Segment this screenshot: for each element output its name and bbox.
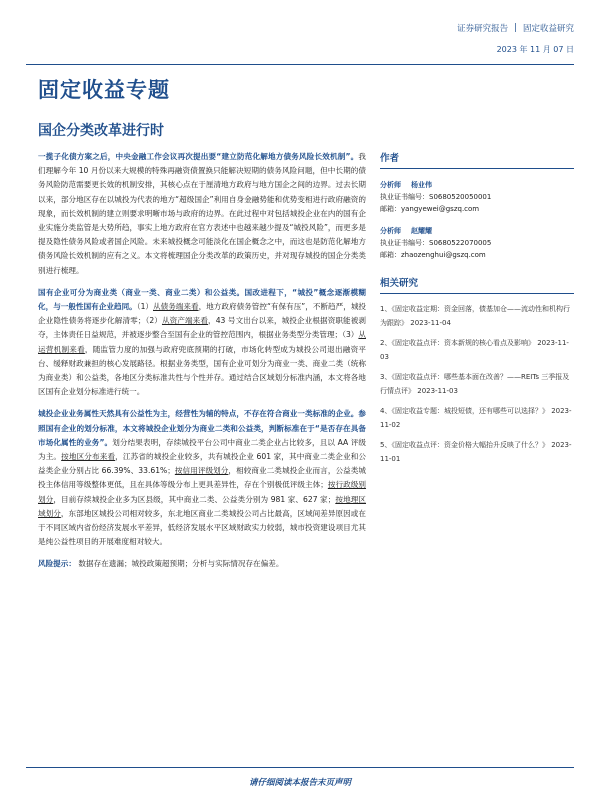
paragraph-2-underline: 从债务端来看 [153,302,199,312]
related-research-title: 1、《固定收益定期：资金回落，债基加仓——流动性和机构行为跟踪》 [380,305,570,327]
analyst-email[interactable]: 邮箱：zhaozenghui@gszq.com [380,251,486,259]
analyst-license: 执业证书编号：S0680520050001 [380,193,492,201]
report-date: 2023 年 11 月 07 日 [496,45,574,54]
paragraph-2-text: ，地方政府债务管控“有保有压”，不断趋严，城投企业隐性债务将逐步化解清零；（2） [38,302,367,326]
risk-text: 数据存在遗漏；城投政策超预期；分析与实际情况存在偏差。 [78,559,284,569]
paragraph-3-underline: 按行政级别划分 [38,480,367,504]
related-research-item[interactable] [380,438,574,466]
analyst-name: 赵耀耀 [411,227,432,235]
related-research-item[interactable] [380,370,574,398]
footer-disclaimer: 请仔细阅读本报告末页声明 [248,778,351,788]
related-research-date: 2023-11-03 [380,339,569,361]
paragraph-2-text: （1） [136,302,153,312]
paragraph-3-text: 划分结果表明，存续城投平台公司中商业二类企业占比较多，且以 AA 评级为主。 [38,437,366,462]
paragraph-3-underline: 按地区分布来看 [61,452,116,462]
paragraph-2-underline: 从运营机制来看 [38,330,366,354]
related-research-date: 2023-11-02 [380,407,572,429]
paragraph-2-text: ，随监管力度的加强与政府兜底预期的打破，市场化转型成为城投公司退出融资平台、缓释财政兼担的核心发展路径。根据业务类型，国有企业可划分为商业一类、商业二类（统称为商业类）和公益类，各地区分类标准共性与个性并存。通过结合区域划分标准内涵，本文将各地区国有企业划分标准进行统一。 [38,344,366,397]
related-research-date: 2023-11-03 [417,387,458,395]
risk-label: 风险提示： [38,559,76,569]
paragraph-1-lead: 一揽子化债方案之后，中央金融工作会议再次提出要“建立防范化解地方债务风险长效机制”。 [38,152,359,161]
related-research-date: 2023-11-04 [410,319,451,327]
header-separator: | [514,23,517,33]
research-type: 固定收益研究 [522,24,574,34]
report-category: 证券研究报告 [457,24,509,34]
paragraph-1-text: 我们理解今年 10 月份以来大规模的特殊再融资债置换只能解决短期的债务风险问题，但中长期的债务风险防范需要更长效的机制安排，其核心点在于厘清地方政府与地方国企之间的边界。过去长期以来，部分地区存在以城投为代表的地方“超级国企”利用自身金融势能和优势变相进行政府融资的现象，而长效机制的建立则要求明晰市场与政府的边界。在此过程中对包括城投企业在内的国有企业实施分类监管是大势所趋，事实上地方政府在官方表述中也越来越少提及“城投风险”，而更多是提及隐性债务风险或者国企风险。未来城投概念可能淡化在国企概念之中，而这也是防范化解地方债务风险长效机制的应有之义。本文将梳理国企分类改革的政策历史，并对现存城投的国企分类类别进行梳理。 [38,152,366,275]
related-research-item[interactable] [380,336,574,364]
analyst-card [380,179,574,215]
paragraph-1 [38,150,366,278]
related-research-heading: 相关研究 [380,275,574,294]
related-research-title: 4、《固定收益专题：城投短债，还有哪些可以选择？》 [380,407,549,415]
risk-warning [38,557,366,571]
header-info [457,22,574,55]
analyst-email[interactable]: 邮箱：yangyewei@gszq.com [380,205,480,213]
footer-divider [26,767,574,768]
related-research-item[interactable] [380,302,574,330]
related-research-title: 3、《固定收益点评：哪些基本面在改善？——REITs 三季报及行情点评》 [380,373,570,395]
author-heading: 作者 [380,150,574,169]
analyst-license: 执业证书编号：S0680522070005 [380,239,492,247]
analyst-card [380,225,574,261]
paragraph-2-text: ，43 号文出台以来，城投企业根据资职能被剥夺，主体责任日益规范，并被逐步整合至国有企业的管控范围内，根据业务类型分类管理；（3） [38,316,367,340]
paragraph-2-lead: 国有企业可分为商业类（商业一类、商业二类）和公益类。国改进程下，“城投”概念逐渐模糊化，与一般性国有企业趋同。 [38,287,366,312]
paragraph-3-underline: 按地理区域划分 [38,494,367,518]
main-body [38,150,366,580]
paragraph-3-lead: 城投企业业务属性天然具有公益性为主，经营性为辅的特点，不存在符合商业一类标准的企业。参照国有企业的划分标准，本文将城投企业划分为商业二类和公益类，判断标准在于“是否存在具备市场化属性的业务”。 [38,409,366,447]
related-research-date: 2023-11-01 [380,441,572,463]
paragraph-3-text: ，江苏省的城投企业较多，共有城投企业 601 家，其中商业二类企业和公益类企业分别占比 66.39%、33.61%； [38,452,367,476]
paragraph-3-text: ，目前存续城投企业多为区县级，其中商业二类、公益类分别为 981 家、627 家； [53,494,336,504]
analyst-name: 杨业伟 [411,181,432,189]
related-research-item[interactable] [380,404,574,432]
paragraph-2-underline: 从资产端来看 [161,316,209,326]
paragraph-3 [38,407,366,549]
sidebar [380,150,574,472]
paragraph-2 [38,286,366,400]
header-divider [26,64,574,65]
analyst-role: 分析师 [380,227,401,235]
paragraph-3-underline: 按信用评级划分 [174,466,229,476]
report-type-heading: 固定收益专题 [38,78,170,102]
paragraph-3-text: ，相较商业二类城投企业而言，公益类城投主体信用等级整体更低，且在具体等级分布上更具差异性，存在个别极低评级主体； [38,466,367,490]
analyst-role: 分析师 [380,181,401,189]
related-research-title: 2、《固定收益点评：资本新规的核心看点及影响》 [380,339,535,347]
paragraph-3-text: ，东部地区城投公司相对较多，东北地区商业二类城投公司占比最高，区域间差异原因或在于不同区域内省份经济发展水平差异，低经济发展水平区域财政实力较弱，城市投资建设项目尤其是纯公益性项目的开展难度相对较大。 [38,508,366,547]
report-title: 国企分类改革进行时 [38,123,164,139]
related-research-title: 5、《固定收益点评：资金价格大幅抬升反映了什么？》 [380,441,549,449]
